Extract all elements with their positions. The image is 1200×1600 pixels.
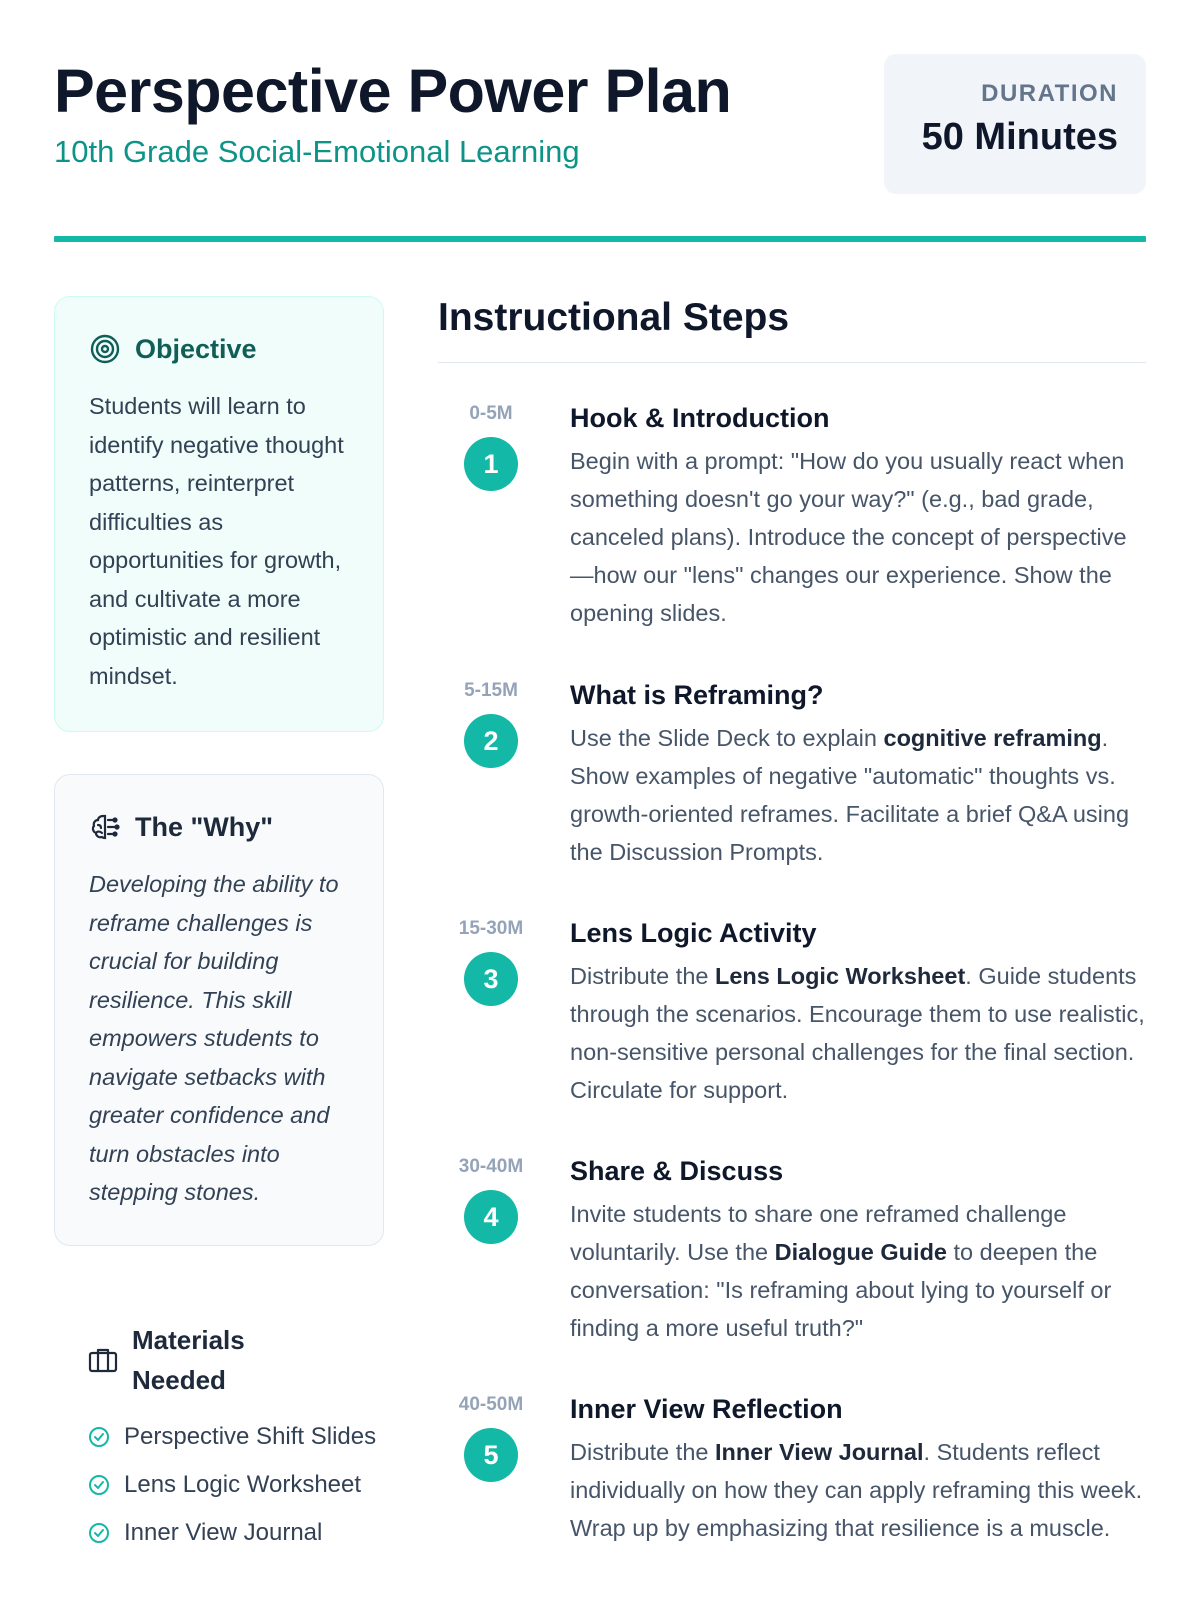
step-time: 0-5M xyxy=(469,403,513,424)
duration-label: DURATION xyxy=(981,80,1118,107)
step-text-emphasis: Inner View Journal xyxy=(714,1439,924,1465)
materials-list xyxy=(88,1420,384,1550)
page-subtitle: 10th Grade Social-Emotional Learning xyxy=(54,134,580,169)
header xyxy=(54,54,1146,244)
material-item xyxy=(88,1420,384,1454)
step-title: Inner View Reflection xyxy=(570,1394,843,1424)
main-content xyxy=(438,296,1146,1600)
check-circle-icon xyxy=(88,1426,110,1448)
duration-box xyxy=(884,54,1146,194)
step-text-emphasis: Dialogue Guide xyxy=(774,1239,947,1265)
step-title: Hook & Introduction xyxy=(570,403,830,433)
step-number: 5 xyxy=(464,1428,518,1482)
step-text xyxy=(570,1433,1146,1547)
step-text-emphasis: Lens Logic Worksheet xyxy=(714,963,966,989)
step-time: 5-15M xyxy=(464,680,518,701)
page-title: Perspective Power Plan xyxy=(54,57,732,125)
objective-text: Students will learn to identify negative thought patterns, reinterpret difficulties as opportunities for growth, and cultivate a more optimistic and resilient mindset. xyxy=(89,393,344,689)
step-time: 30-40M xyxy=(458,1156,524,1177)
brain-icon xyxy=(89,811,121,843)
step-text-part: . Guide students through the scenarios. Encourage them to use realistic, non-sensitive personal challenges for the final section. Circulate for support. xyxy=(570,963,1145,1103)
duration-value: 50 Minutes xyxy=(921,116,1118,158)
target-icon xyxy=(89,333,121,365)
materials-section xyxy=(54,1320,384,1550)
step-text xyxy=(570,442,1146,632)
step-text xyxy=(570,957,1146,1109)
step-text xyxy=(570,1195,1146,1347)
step-title: Lens Logic Activity xyxy=(570,918,817,948)
step-text-part: . Show examples of negative "automatic" thoughts vs. growth-oriented reframes. Facilitate a brief Q&A using the Discussion Prompts. xyxy=(570,725,1130,865)
objective-title: Objective xyxy=(135,333,257,364)
materials-title: Materials Needed xyxy=(132,1325,245,1395)
step-text-part: to deepen the conversation: "Is reframing about lying to yourself or finding a more useful truth?" xyxy=(570,1239,1112,1341)
step-text-part: Use the Slide Deck to explain xyxy=(570,725,884,751)
step-text-part: Distribute the xyxy=(570,1439,715,1465)
briefcase-icon xyxy=(88,1345,118,1375)
step-text xyxy=(570,719,1146,871)
step-number: 2 xyxy=(464,714,518,768)
step-time: 40-50M xyxy=(458,1394,524,1415)
material-label: Lens Logic Worksheet xyxy=(124,1471,362,1498)
steps-list xyxy=(438,403,1146,1600)
material-label: Inner View Journal xyxy=(124,1519,323,1546)
why-text: Developing the ability to reframe challenges is crucial for building resilience. This skill empowers students to navigate setbacks with greater confidence and turn obstacles into stepping stones. xyxy=(89,871,339,1205)
step-text-emphasis: cognitive reframing xyxy=(883,725,1102,751)
steps-section-title: Instructional Steps xyxy=(438,296,1146,363)
step-title: Share & Discuss xyxy=(570,1156,784,1186)
why-card xyxy=(54,774,384,1246)
step-1 xyxy=(438,403,1146,680)
step-3 xyxy=(438,918,1146,1156)
why-title: The "Why" xyxy=(135,811,274,842)
step-4 xyxy=(438,1156,1146,1394)
step-number: 3 xyxy=(464,952,518,1006)
step-time: 15-30M xyxy=(458,918,524,939)
material-item xyxy=(88,1516,384,1550)
check-circle-icon xyxy=(88,1474,110,1496)
step-2 xyxy=(438,680,1146,918)
check-circle-icon xyxy=(88,1522,110,1544)
step-title: What is Reframing? xyxy=(570,680,824,710)
step-number: 1 xyxy=(464,437,518,491)
sidebar xyxy=(54,296,384,1564)
material-item xyxy=(88,1468,384,1502)
step-text-part: Distribute the xyxy=(570,963,715,989)
objective-card xyxy=(54,296,384,732)
header-divider xyxy=(54,236,1146,242)
material-label: Perspective Shift Slides xyxy=(124,1423,377,1450)
step-text-part: . Students reflect individually on how they can apply reframing this week. Wrap up by emphasizing that resilience is a muscle. xyxy=(570,1439,1143,1541)
step-text-part: Begin with a prompt: "How do you usually react when something doesn't go your way?" (e.g., bad grade, canceled plans). Introduce the concept of perspective—how our "lens" changes our experience. Show the opening slides. xyxy=(570,448,1127,626)
step-text-part: Invite students to share one reframed challenge voluntarily. Use the xyxy=(570,1201,1067,1265)
step-5 xyxy=(438,1394,1146,1600)
step-number: 4 xyxy=(464,1190,518,1244)
